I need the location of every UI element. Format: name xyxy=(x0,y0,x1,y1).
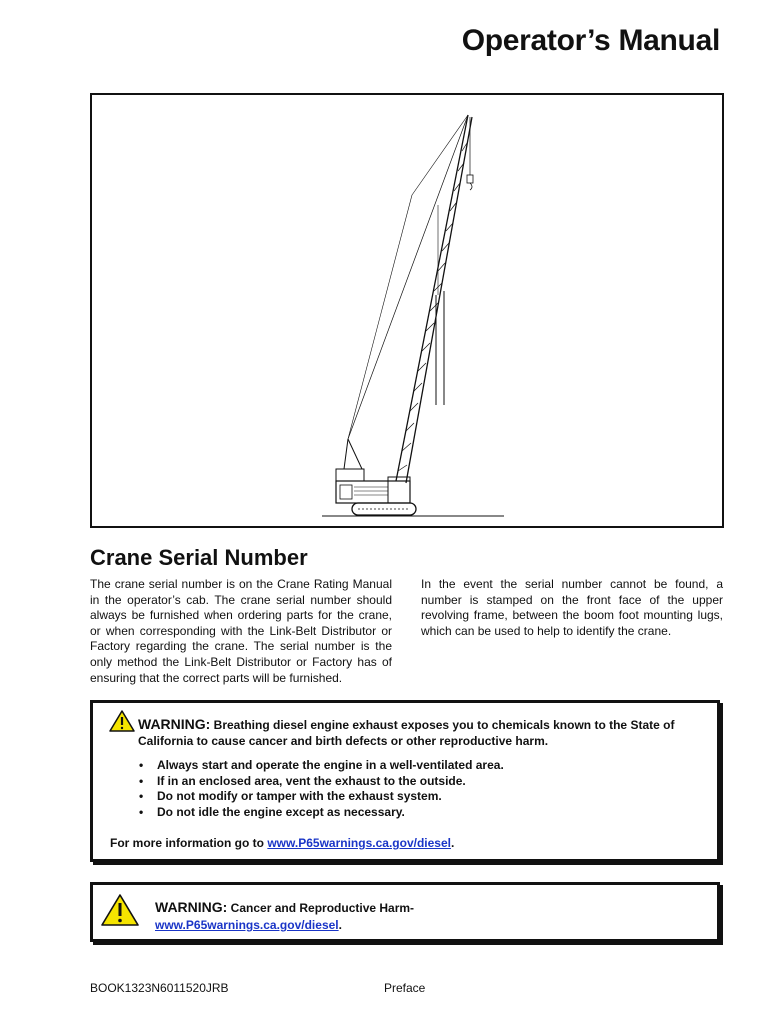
warning-body: Cancer and Reproductive Harm- xyxy=(230,901,415,915)
crane-figure xyxy=(90,93,724,528)
footer-section-name: Preface xyxy=(384,981,426,995)
bullet-glyph: • xyxy=(139,758,144,772)
link-period: . xyxy=(338,918,342,932)
list-item: • Do not modify or tamper with the exhaust system. xyxy=(139,789,442,804)
p65-diesel-link[interactable]: www.P65warnings.ca.gov/diesel xyxy=(267,836,451,850)
warning-lead: WARNING: xyxy=(155,899,228,915)
list-item: • Always start and operate the engine in a well-ventilated area. xyxy=(139,758,504,772)
warning-bullet-list xyxy=(137,758,504,820)
warning-body: Breathing diesel engine exhaust exposes you to chemicals known to the State of California to cause cancer and birth defects or other reproductive harm. xyxy=(138,718,675,748)
list-item: • If in an enclosed area, vent the exhaust to the outside. xyxy=(139,773,466,788)
cancer-warning-box xyxy=(90,882,720,942)
diesel-warning-box xyxy=(90,700,720,862)
list-item: • Do not idle the engine except as necessary. xyxy=(139,804,405,819)
serial-number-paragraph-left: The crane serial number is on the Crane Rating Manual in the operator’s cab. The crane serial number should always be furnished when ordering parts for the crane, or when corresponding with the Link-Belt Distributor or Factory regarding the crane. The serial number is the only method the Link-Belt Distributor or Factory has of ensuring that the correct parts will be furnished. xyxy=(90,577,392,685)
footer-book-code: BOOK1323N6011520JRB xyxy=(90,981,229,995)
diesel-warning-text xyxy=(138,716,703,749)
cancer-warning-link-line xyxy=(155,918,342,932)
crane-illustration xyxy=(92,95,722,526)
section-heading: Crane Serial Number xyxy=(90,545,308,570)
p65-diesel-link[interactable]: www.P65warnings.ca.gov/diesel xyxy=(155,918,339,932)
bullet-glyph: • xyxy=(139,773,144,788)
bullet-glyph: • xyxy=(139,789,144,804)
warning-triangle-icon xyxy=(109,710,135,732)
cancer-warning-title xyxy=(155,899,414,915)
more-info-prefix: For more information go to xyxy=(110,836,264,850)
more-info-period: . xyxy=(450,836,455,850)
warning-lead: WARNING: xyxy=(138,716,211,732)
warning-triangle-icon xyxy=(101,894,139,926)
page-title: Operator’s Manual xyxy=(461,24,720,57)
more-info-line xyxy=(110,836,454,850)
serial-number-paragraph-right: In the event the serial number cannot be found, a number is stamped on the front face of the upper revolving frame, between the boom foot mounting lugs, which can be used to help to identify the crane. xyxy=(421,577,723,638)
bullet-glyph: • xyxy=(139,804,144,819)
